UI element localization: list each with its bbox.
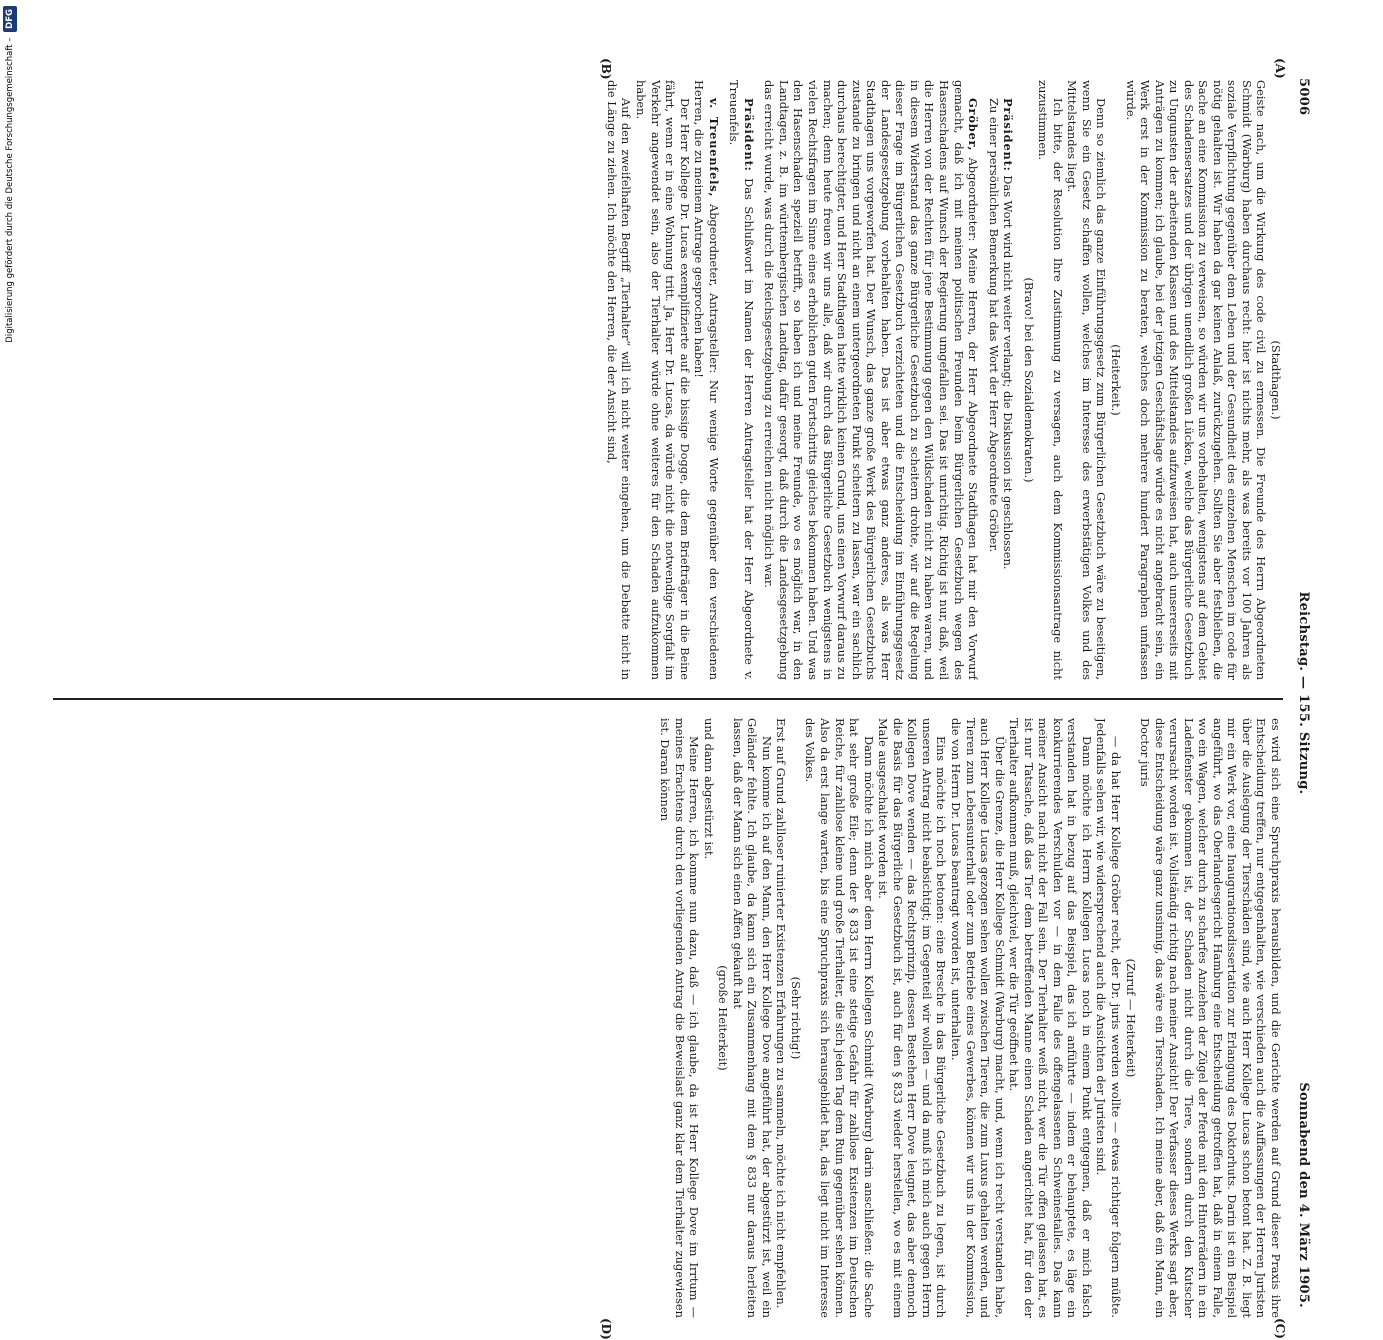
page-number: 5006 bbox=[1296, 78, 1311, 116]
margin-mark-c: (C) bbox=[1273, 1318, 1287, 1339]
paragraph bbox=[948, 718, 1006, 1318]
paragraph-text: — da hat Herr Kollege Gröber recht, der Dr. juris werden wollte — etwas richtiger folgern müßte. Jedenfalls sehen wir, wie widersprechend auch die Ansichten der Juristen sind. bbox=[1094, 718, 1123, 1318]
paragraph-text: (Zuruf — Heiterkeit) bbox=[1123, 958, 1138, 1078]
paragraph-text: Der Herr Kollege Dr. Lucas exemplifizierte auf die bissige Dogge, die dem Briefträger in die Beine fährt, wenn er in eine Wohnung tritt. Ja, Herr Dr. Lucas, da würde nicht die notwendige Sorgfalt im Verkehr angewendet sein, also der Tierhalter würde ohne weiteres für den Schaden aufzukommen haben. bbox=[634, 80, 692, 680]
margin-mark-d: (D) bbox=[599, 1318, 613, 1340]
paragraph-text: Das Wort wird nicht weiter verlangt; die Diskussion ist geschlossen. bbox=[1001, 171, 1016, 570]
paragraph bbox=[803, 718, 876, 1318]
paragraph-text: (Bravo! bei den Sozialdemokraten.) bbox=[1021, 277, 1036, 483]
paragraph-text: Zu einer persönlichen Bemerkung hat das Wort der Herr Abgeordnete Gröber. bbox=[986, 98, 1001, 553]
paragraph bbox=[701, 718, 716, 1318]
paragraph bbox=[1094, 718, 1123, 1318]
dfg-logo: DFG bbox=[3, 6, 17, 32]
paragraph bbox=[1065, 80, 1109, 680]
paragraph-text: Über die Grenze, die Herr Kollege Schmidt (Warburg) macht, und, wenn ich recht verstanden habe, auch Herr Kollege Lucas gezogen sehen wollen zwischen Tieren, die zum Luxus gehalten werden, und Tieren zum Lebensunterhalt oder zum Betriebe eines Gewerbes, können wir uns in der Kommission, die von Herrn Dr. Lucas beantragt worden ist, unterhalten. bbox=[948, 718, 1007, 1318]
paragraph-text: (Sehr richtig!) bbox=[788, 976, 803, 1060]
speaker-name: Präsident: bbox=[741, 98, 756, 172]
speaker-name: Gröber, bbox=[966, 98, 981, 152]
paragraph-text: Dann möchte ich Herrn Kollegen Lucas noch in einem Punkt entgegnen, daß er mich falsch verstanden hat in bezug auf das Beispiel, das ich anführte — indem er behauptete, es läge ein konkurrierendes Verschulden vor — in dem Falle des offengelassenen Schweinestalles. Das kann meiner Ansicht nach nicht der Fall sein. Der Tierhalter weiß nicht, wer die Tür offen gelassen hat, es ist nur Tatsache, daß das Tier dem betreffenden Manne einen Schaden angerichtet hat, für den der Tierhalter aufkommen muß, gleichviel, wer die Tür geöffnet hat. bbox=[1007, 718, 1094, 1318]
paragraph bbox=[1268, 80, 1283, 680]
paragraph bbox=[1007, 718, 1094, 1318]
paragraph bbox=[1001, 80, 1016, 680]
paragraph-text: (Stadthagen.) bbox=[1269, 340, 1283, 420]
paragraph-text: Erst auf Grund zahlloser ruinierter Existenzen Erfahrungen zu sammeln, möchte ich nicht empfehlen. bbox=[774, 718, 789, 1309]
paragraph bbox=[1123, 80, 1268, 680]
margin-mark-a: (A) bbox=[1273, 58, 1287, 79]
paragraph-text: Dann möchte ich mich aber dem Herrn Kollegen Schmidt (Warburg) darin anschließen: die Sache hat sehr große Eile; denn der § 833 ist eine stetige Gefahr für zahllose Existenzen im Deutschen Reiche, für zahllose kleine und große Tierhalter, die sich jeden Tag dem Ruin gegenüber sehen können. Also da erst lange warten, bis eine Spruchpraxis sich herausgebildet hat, das liegt nicht im Interesse des Volkes. bbox=[803, 718, 876, 1318]
paragraph-text: Auf den zweifelhaften Begriff „Tierhalter“ will ich nicht weiter eingehen, um die Debatte nicht in die Länge zu ziehen. Ich möchte den Herren, die der Ansicht sind, bbox=[604, 80, 634, 680]
paragraph-text: Das Schlußwort im Namen der Herren Antragsteller hat der Herr Abgeordnete v. Treuenfels. bbox=[727, 80, 756, 680]
footer-text: Digitalisierung gefördert durch die Deutsche Forschungsgemeinschaft – bbox=[5, 37, 15, 343]
paragraph-text: Nun komme ich auf den Mann, den Herr Kollege Dove angeführt hat, der abgestürzt ist, weil ein Geländer fehlte. Ich glaube, da kann sich ein Zusammenhang mit dem § 833 nur daraus herleiten lassen, daß der Mann sich einen Affen gekauft hat bbox=[730, 718, 774, 1318]
paragraph-text: Abgeordneter: Meine Herren, der Herr Abgeordnete Stadthagen hat mir den Vorwurf gemacht, daß ich mit meinen politischen Freunden beim Bürgerlichen Gesetzbuch wegen des Hasenschadens auf Wunsch der Regierung umgefallen sei. Das ist unrichtig. Richtig ist nur, daß, weil die Herren von der Rechten für jene Bestimmung gegen den Wildschaden nicht zu haben waren, und in diesem Widerstand das ganze Bürgerliche Gesetzbuch zu scheitern drohte, wir auf die Regelung dieser Frage im Bürgerlichen Gesetzbuch verzichteten und die Entscheidung im Einführungsgesetz der Landesgesetzgebung vorbehalten haben. Das ist aber etwas ganz anderes, als was Herr Stadthagen uns vorgeworfen hat. Der Wunsch, das ganze große Werk des Bürgerlichen Gesetzbuchs zustande zu bringen und nicht an einem untergeordneten Punkt scheitern zu lassen, war ein sachlich durchaus berechtigter, und Herr Stadthagen hatte wirklich keinen Grund, uns einen Vorwurf daraus zu machen; denn heute freuen wir uns alle, daß wir durch das Bürgerliche Gesetzbuch wenigstens in vielen Rechtsfragen im Sinne eines erheblichen guten Fortschritts gleiches bekommen haben. Und was den Hasenschaden speziell betrifft, so haben ich und meine Freunde, wo es möglich war, in den Landtagen, z. B. im württembergischen Landtag, dafür gesorgt, daß durch die Landesgesetzgebung das erreicht wurde, was durch die Reichsgesetzgebung zu erreichen nicht möglich war. bbox=[762, 80, 981, 680]
left-text-column bbox=[43, 80, 1283, 680]
paragraph bbox=[730, 718, 774, 1318]
paragraph bbox=[1138, 718, 1283, 1318]
paragraph bbox=[986, 80, 1001, 680]
speaker-name: Präsident: bbox=[1001, 98, 1016, 172]
paragraph bbox=[876, 718, 949, 1318]
paragraph bbox=[657, 718, 701, 1318]
paragraph-text: Denn so ziemlich das ganze Einführungsgesetz zum Bürgerlichen Gesetzbuch wäre zu beseitigen, wenn Sie ein Gesetz schaffen wollen, welches im Interesse des erwerbstätigen Volkes und des Mittelstandes liegt. bbox=[1065, 80, 1109, 680]
paragraph bbox=[762, 80, 980, 680]
paragraph bbox=[716, 718, 731, 1318]
paragraph-text: Ich bitte, der Resolution Ihre Zustimmung zu versagen, auch dem Kommissionsantrage nicht zuzustimmen. bbox=[1036, 80, 1065, 680]
paragraph bbox=[1123, 718, 1138, 1318]
running-title: Reichstag. — 155. Sitzung. bbox=[1296, 591, 1311, 795]
paragraph bbox=[774, 718, 789, 1318]
paragraph-text: Eins möchte ich noch betonen: eine Bresche in das Bürgerliche Gesetzbuch zu legen, ist durch unseren Antrag nicht beabsichtigt; im Gegenteil wir wollen — und da muß ich mich auch gegen Herrn Kollegen Dove wenden — das Rechtsprinzip, dessen Bestehen Herr Dove leugnet, das aber dennoch die Basis für das Bürgerliche Gesetzbuch ist, auch für den § 833 wieder herstellen, wo es mit einem Male ausgeschaltet worden ist. bbox=[876, 718, 949, 1318]
paragraph bbox=[1108, 80, 1123, 680]
margin-mark-b: (B) bbox=[599, 58, 613, 80]
paragraph-text: und dann abgestürzt ist. bbox=[701, 718, 716, 860]
speaker-name: v. Treuenfels, bbox=[706, 98, 721, 198]
column-divider bbox=[53, 698, 1283, 700]
paragraph-text: (Heiterkeit.) bbox=[1108, 344, 1123, 416]
paragraph-text: Geiste nach, um die Wirkung des code civil zu ermessen. Die Freunde des Herrn Abgeordneten Schmidt (Warburg) haben durchaus recht: hier ist nichts mehr, als was bereits vor 100 Jahren als soziale Verpflichtung gegenüber dem Leben und der Gesundheit des einzelnen Menschen im code für nötig gehalten ist. Wir haben da gar keinen Anlaß, zurückzugehen. Sollten Sie aber festbleiben, die Sache an eine Kommission zu verweisen, so würden wir uns vorbehalten, wenigstens auf dem Gebiet des Schadensersatzes und der übrigen unendlich großen Lücken, welche das Bürgerliche Gesetzbuch zu Ungunsten der arbeitenden Klassen und des Mittelstandes aufzuweisen hat, auch unsererseits mit Anträgen zu kommen; ich glaube, bei der jetzigen Geschäftslage würde es nicht angebracht sein, ein Werk erst in der Kommission zu beraten, welches doch mehrere hundert Paragraphen umfassen würde. bbox=[1123, 80, 1269, 680]
paragraph-text: (große Heiterkeit) bbox=[716, 965, 731, 1071]
paragraph-text: Meine Herren, ich komme nun dazu, daß — ich glaube, da ist Herr Kollege Dove im Irrtum — meines Erachtens durch den vorliegenden Antrag die Beweislast ganz klar dem Tierhalter zugewiesen ist. Daran können bbox=[658, 718, 702, 1318]
paragraph-text: es wird sich eine Spruchpraxis herausbilden, und die Gerichte werden auf Grund dieser Praxis ihre Entscheidung treffen, nur entgegenhalten, wie verschieden auch die Auffassungen der Herren Juristen über die Auslegung der Tierschäden sind, wie auch Herr Kollege Lucas schon betont hat. Z. B. liegt mir ein Werk vor, eine Inaugurationsdissertation zur Erlangung des Doktorhuts. Darin ist ein Beispiel angeführt, wo das Oberlandesgericht Hamburg eine Entscheidung getroffen hat, daß in einem Falle, wo ein Wagen, welcher durch zu scharfes Anziehen der Zügel der Pferde mit den Hinterrädern in ein Ladenfenster gekommen ist, der Schaden nicht durch die Tiere, sondern durch den Kutscher verursacht worden ist. Vollständig richtig nach meiner Ansicht! Der Verfasser dieses Werks sagt aber, diese Entscheidung wäre ganz unsinnig, das wäre ein Tierschaden. Ich meine aber, daß ein Mann, ein Doctor juris bbox=[1138, 718, 1283, 1318]
paragraph bbox=[692, 80, 721, 680]
paragraph bbox=[788, 718, 803, 1318]
paragraph bbox=[1036, 80, 1065, 680]
page-header bbox=[1293, 78, 1311, 1308]
paragraph bbox=[604, 80, 633, 680]
paragraph bbox=[1021, 80, 1036, 680]
paragraph-text: Abgeordneter, Antragsteller: Nur wenige Worte gegenüber den verschiedenen Herren, die zu meinem Antrage gesprochen haben! bbox=[692, 80, 721, 680]
paragraph bbox=[727, 80, 756, 680]
right-text-column bbox=[43, 718, 1283, 1318]
session-date: Sonnabend den 4. März 1905. bbox=[1296, 1082, 1311, 1308]
paragraph bbox=[633, 80, 691, 680]
digitization-footer bbox=[3, 0, 17, 1000]
